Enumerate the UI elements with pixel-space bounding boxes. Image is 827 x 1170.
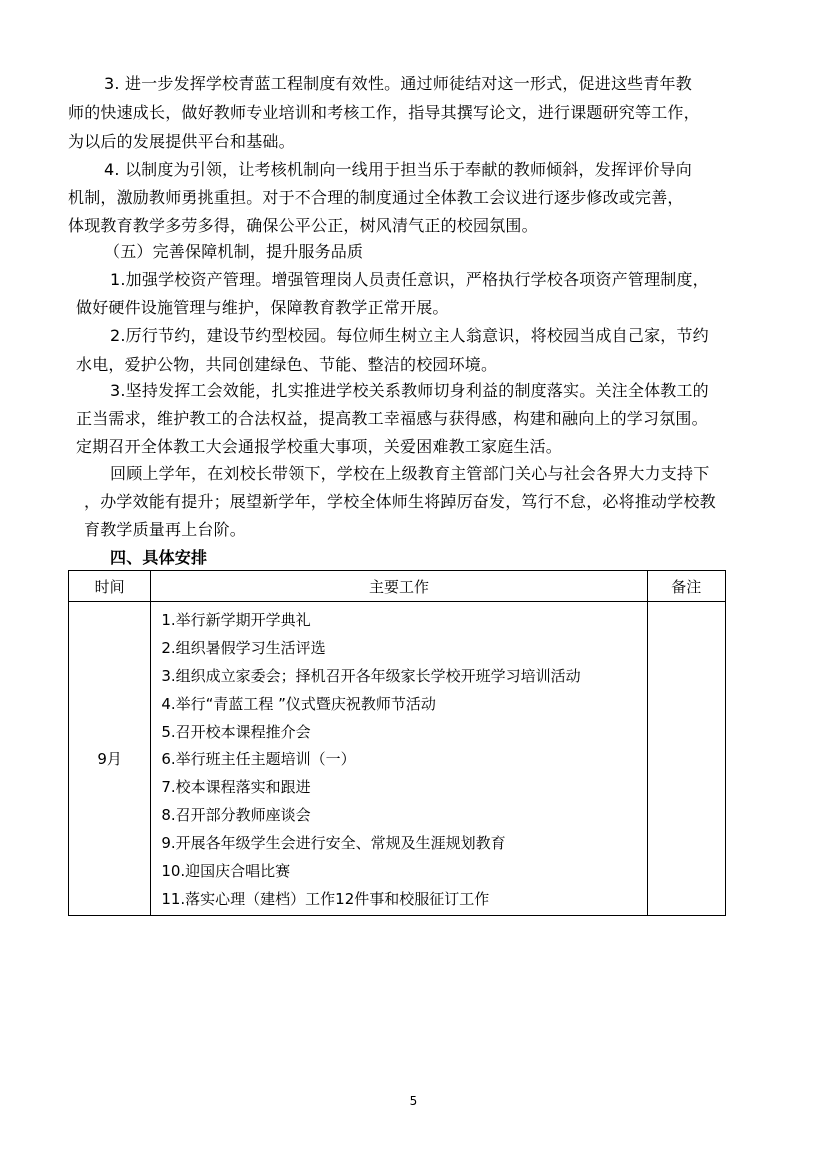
work-item: 11.落实心理（建档）工作12件事和校服征订工作 bbox=[161, 889, 490, 908]
paragraph-2-line-3: 体现教育教学多劳多得，确保公平公正，树风清气正的校园氛围。 bbox=[68, 216, 538, 235]
table-row bbox=[69, 602, 726, 916]
month-cell: 9月 bbox=[69, 602, 151, 916]
work-item: 10.迎国庆合唱比赛 bbox=[161, 862, 291, 881]
paragraph-2-line-2: 机制，激励教师勇挑重担。对于不合理的制度通过全体教工会议进行逐步修改或完善， bbox=[68, 188, 684, 207]
work-cell bbox=[151, 602, 647, 916]
header-main-work: 主要工作 bbox=[151, 571, 647, 602]
work-item: 5.召开校本课程推介会 bbox=[161, 722, 311, 741]
work-item: 4.举行“青蓝工程 ”仪式暨庆祝教师节活动 bbox=[161, 694, 436, 713]
paragraph-1-line-2: 师的快速成长，做好教师专业培训和考核工作，指导其撰写论文，进行课题研究等工作， bbox=[68, 103, 700, 122]
work-item: 1.举行新学期开学典礼 bbox=[161, 611, 311, 629]
subsection-heading: （五）完善保障机制，提升服务品质 bbox=[104, 242, 364, 261]
work-item: 9.开展各年级学生会进行安全、常规及生涯规划教育 bbox=[161, 834, 506, 853]
paragraph-2-line-1: 4. 以制度为引领，让考核机制向一线用于担当乐于奉献的教师倾斜，发挥评价导向 bbox=[104, 160, 692, 179]
paragraph-7-line-1: 回顾上学年，在刘校长带领下，学校在上级教育主管部门关心与社会各界大力支持下 bbox=[110, 464, 710, 483]
paragraph-6-line-2: 正当需求，维护教工的合法权益，提高教工幸福感与获得感，构建和融向上的学习氛围。 bbox=[76, 409, 708, 428]
schedule-table bbox=[68, 570, 726, 916]
paragraph-4-line-1: 1.加强学校资产管理。增强管理岗人员责任意识，严格执行学校各项资产管理制度， bbox=[110, 270, 709, 289]
work-item: 3.组织成立家委会；择机召开各年级家长学校开班学习培训活动 bbox=[161, 666, 581, 685]
paragraph-7-line-2: ，办学效能有提升；展望新学年，学校全体师生将踔厉奋发，笃行不怠，必将推动学校教 bbox=[84, 492, 716, 511]
work-item: 6.举行班主任主题培训（一） bbox=[161, 750, 356, 769]
paragraph-7-line-3: 育教学质量再上台阶。 bbox=[84, 520, 247, 539]
section-heading: 四、具体安排 bbox=[110, 548, 208, 567]
table-header-row bbox=[69, 571, 726, 602]
paragraph-5-line-1: 2.厉行节约，建设节约型校园。每位师生树立主人翁意识，将校园当成自己家，节约 bbox=[110, 326, 709, 345]
notes-cell bbox=[647, 602, 725, 916]
work-item: 2.组织暑假学习生活评选 bbox=[161, 638, 326, 657]
paragraph-1-line-1: 3. 进一步发挥学校青蓝工程制度有效性。通过师徒结对这一形式，促进这些青年教 bbox=[104, 74, 692, 93]
paragraph-4-line-2: 做好硬件设施管理与维护，保障教育教学正常开展。 bbox=[76, 298, 449, 317]
paragraph-6-line-3: 定期召开全体教工大会通报学校重大事项，关爱困难教工家庭生活。 bbox=[76, 437, 563, 456]
header-time: 时间 bbox=[69, 571, 151, 602]
paragraph-1-line-3: 为以后的发展提供平台和基础。 bbox=[68, 132, 295, 151]
paragraph-6-line-1: 3.坚持发挥工会效能，扎实推进学校关系教师切身利益的制度落实。关注全体教工的 bbox=[110, 381, 709, 400]
paragraph-5-line-2: 水电，爱护公物，共同创建绿色、节能、整洁的校园环境。 bbox=[76, 355, 498, 374]
page-number: 5 bbox=[409, 1094, 418, 1108]
work-item: 8.召开部分教师座谈会 bbox=[161, 806, 311, 825]
work-item: 7.校本课程落实和跟进 bbox=[161, 778, 311, 797]
header-notes: 备注 bbox=[647, 571, 725, 602]
